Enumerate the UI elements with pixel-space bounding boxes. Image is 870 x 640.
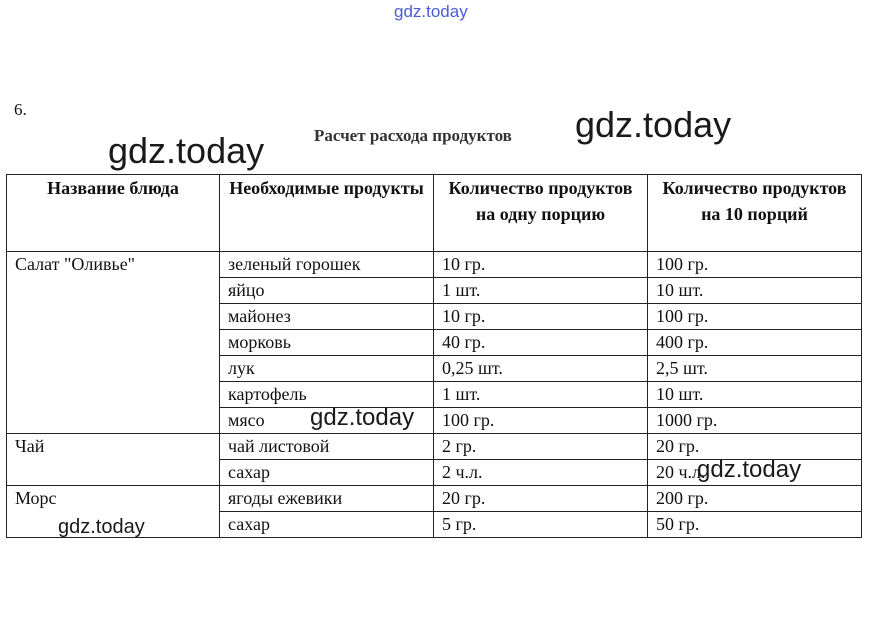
header-row: [7, 175, 862, 252]
product-cell: лук: [220, 356, 434, 382]
watermark-middle: gdz.today: [310, 404, 415, 431]
per-ten-cell: 20 гр.: [648, 434, 862, 460]
per-one-cell: 40 гр.: [434, 330, 648, 356]
table-title: Расчет расхода продуктов: [314, 126, 512, 145]
product-cell: картофель: [220, 382, 434, 408]
header-dish: Название блюда: [7, 175, 220, 252]
per-ten-cell: 100 гр.: [648, 304, 862, 330]
task-number: 6.: [14, 100, 27, 119]
product-cell: мясо: [220, 408, 434, 434]
table-row: [7, 252, 862, 278]
watermark-bottom-left: gdz.today: [58, 516, 145, 538]
header-per-one: Количество продуктов на одну порцию: [434, 175, 648, 252]
per-one-cell: 100 гр.: [434, 408, 648, 434]
per-ten-cell: 100 гр.: [648, 252, 862, 278]
product-cell: морковь: [220, 330, 434, 356]
per-one-cell: 20 гр.: [434, 486, 648, 512]
watermark-top: gdz.today: [394, 2, 468, 21]
per-one-cell: 5 гр.: [434, 512, 648, 538]
product-cell: сахар: [220, 460, 434, 486]
header-per-ten: Количество продуктов на 10 порций: [648, 175, 862, 252]
per-one-cell: 0,25 шт.: [434, 356, 648, 382]
product-cell: майонез: [220, 304, 434, 330]
header-products: Необходимые продукты: [220, 175, 434, 252]
per-one-cell: 2 ч.л.: [434, 460, 648, 486]
per-one-cell: 10 гр.: [434, 252, 648, 278]
per-ten-cell: 200 гр.: [648, 486, 862, 512]
per-ten-cell: 2,5 шт.: [648, 356, 862, 382]
table-row: [7, 486, 862, 512]
per-ten-cell: 10 шт.: [648, 278, 862, 304]
watermark-large-right: gdz.today: [575, 104, 732, 145]
per-ten-cell: 50 гр.: [648, 512, 862, 538]
per-one-cell: 2 гр.: [434, 434, 648, 460]
product-cell: зеленый горошек: [220, 252, 434, 278]
per-ten-cell: 20 ч.л.: [648, 460, 862, 486]
per-ten-cell: 400 гр.: [648, 330, 862, 356]
per-ten-cell: 10 шт.: [648, 382, 862, 408]
per-one-cell: 1 шт.: [434, 382, 648, 408]
per-ten-cell: 1000 гр.: [648, 408, 862, 434]
product-cell: яйцо: [220, 278, 434, 304]
watermark-large-left: gdz.today: [108, 130, 265, 171]
product-cell: чай листовой: [220, 434, 434, 460]
per-one-cell: 1 шт.: [434, 278, 648, 304]
watermark-right: gdz.today: [697, 456, 802, 483]
dish-name: Морс: [7, 486, 220, 538]
product-cell: сахар: [220, 512, 434, 538]
dish-name: Салат "Оливье": [7, 252, 220, 434]
per-one-cell: 10 гр.: [434, 304, 648, 330]
product-cell: ягоды ежевики: [220, 486, 434, 512]
dish-name: Чай: [7, 434, 220, 486]
